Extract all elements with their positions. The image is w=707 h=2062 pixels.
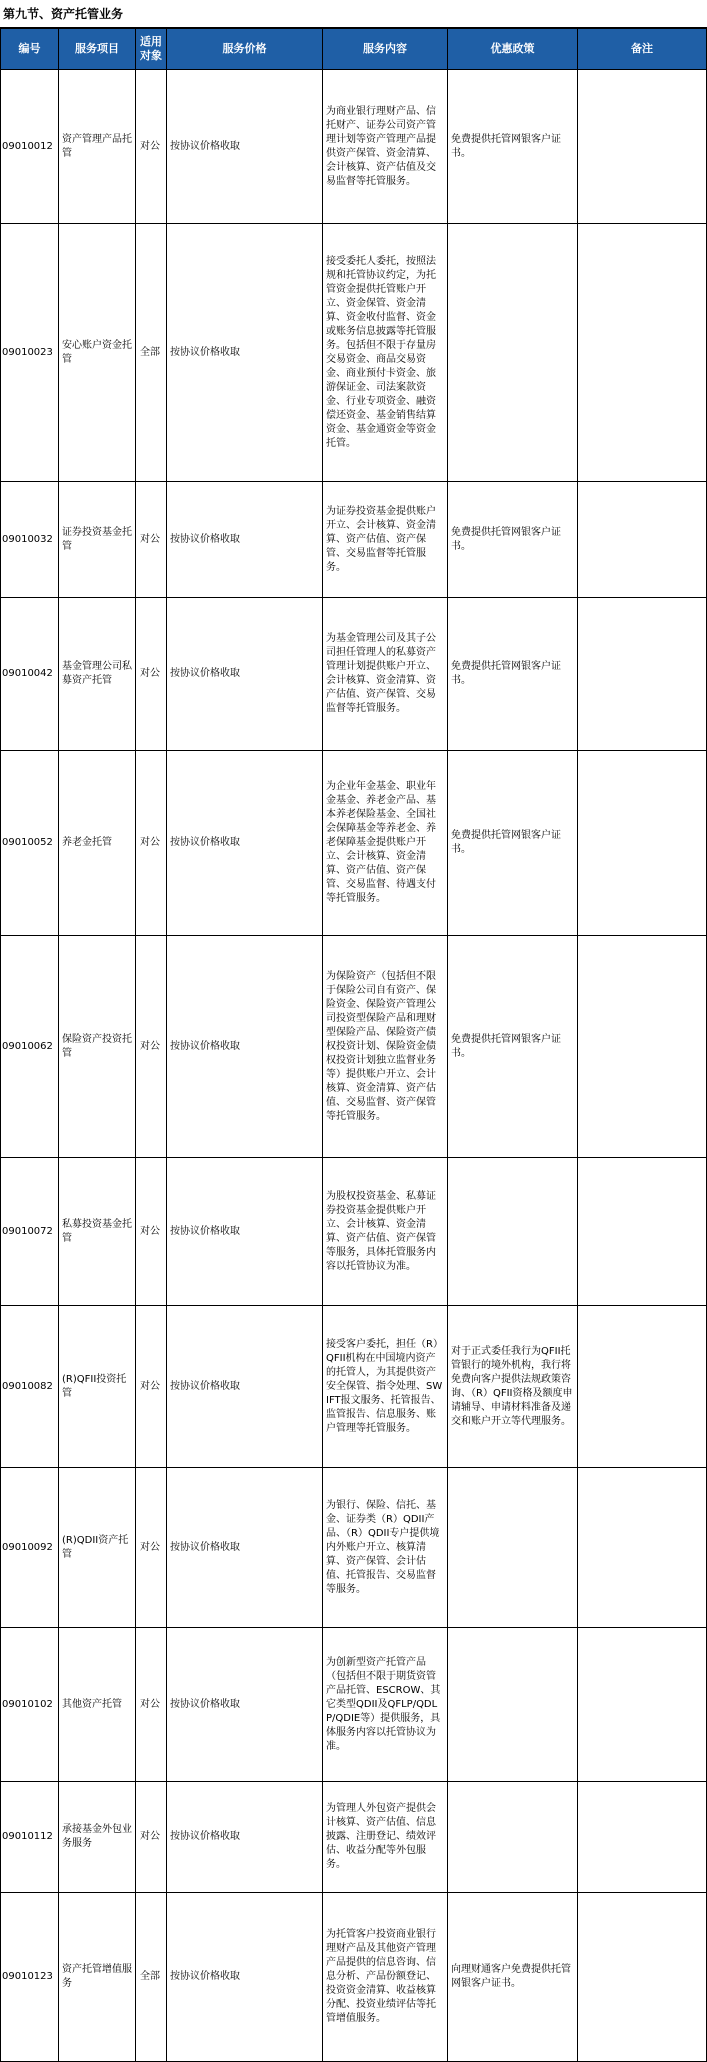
cell-price: 按协议价格收取	[167, 482, 323, 598]
cell-policy	[448, 224, 578, 482]
cell-policy	[448, 1628, 578, 1782]
cell-item: (R)QDII资产托管	[59, 1468, 136, 1628]
cell-scope: 对公	[136, 1468, 167, 1628]
cell-scope: 对公	[136, 598, 167, 751]
cell-item: (R)QFII投资托管	[59, 1306, 136, 1468]
cell-price: 按协议价格收取	[167, 1306, 323, 1468]
table-row	[1, 70, 707, 224]
cell-code: 09010042	[1, 598, 59, 751]
cell-policy: 免费提供托管网银客户证书。	[448, 482, 578, 598]
column-header-scope: 适用对象	[136, 29, 167, 70]
cell-item: 承接基金外包业务服务	[59, 1782, 136, 1893]
cell-price: 按协议价格收取	[167, 1893, 323, 2062]
cell-item: 私募投资基金托管	[59, 1158, 136, 1306]
cell-item: 资产托管增值服务	[59, 1893, 136, 2062]
cell-code: 09010102	[1, 1628, 59, 1782]
table-row	[1, 482, 707, 598]
cell-note	[578, 1782, 707, 1893]
section-title: 第九节、资产托管业务	[0, 0, 707, 28]
cell-price: 按协议价格收取	[167, 751, 323, 936]
table-row	[1, 936, 707, 1158]
cell-policy: 免费提供托管网银客户证书。	[448, 598, 578, 751]
cell-policy: 免费提供托管网银客户证书。	[448, 936, 578, 1158]
cell-scope: 对公	[136, 751, 167, 936]
cell-scope: 对公	[136, 1628, 167, 1782]
cell-code: 09010112	[1, 1782, 59, 1893]
cell-policy	[448, 1782, 578, 1893]
cell-item: 养老金托管	[59, 751, 136, 936]
cell-note	[578, 482, 707, 598]
column-header-item: 服务项目	[59, 29, 136, 70]
cell-code: 09010072	[1, 1158, 59, 1306]
cell-content: 为管理人外包资产提供会计核算、资产估值、信息披露、注册登记、绩效评估、收益分配等外包服务。	[323, 1782, 448, 1893]
cell-code: 09010023	[1, 224, 59, 482]
column-header-price: 服务价格	[167, 29, 323, 70]
cell-scope: 对公	[136, 1782, 167, 1893]
table-row	[1, 1893, 707, 2062]
cell-policy: 免费提供托管网银客户证书。	[448, 70, 578, 224]
cell-note	[578, 936, 707, 1158]
table-row	[1, 1306, 707, 1468]
cell-policy	[448, 1158, 578, 1306]
cell-scope: 对公	[136, 1158, 167, 1306]
cell-item: 资产管理产品托管	[59, 70, 136, 224]
cell-note	[578, 1628, 707, 1782]
cell-content: 为商业银行理财产品、信托财产、证券公司资产管理计划等资产管理产品提供资产保管、资金清算、会计核算、资产估值及交易监督等托管服务。	[323, 70, 448, 224]
table-row	[1, 751, 707, 936]
table-row	[1, 1628, 707, 1782]
cell-code: 09010082	[1, 1306, 59, 1468]
cell-price: 按协议价格收取	[167, 1468, 323, 1628]
cell-code: 09010062	[1, 936, 59, 1158]
cell-scope: 对公	[136, 70, 167, 224]
cell-item: 保险资产投资托管	[59, 936, 136, 1158]
cell-price: 按协议价格收取	[167, 598, 323, 751]
cell-code: 09010052	[1, 751, 59, 936]
table-row	[1, 224, 707, 482]
cell-note	[578, 70, 707, 224]
cell-content: 为保险资产（包括但不限于保险公司自有资产、保险资金、保险资产管理公司投资型保险产品和理财型保险产品、保险资产债权投资计划、保险资金债权投资计划独立监督业务等）提供账户开立、会计核算、资金清算、资产估值、交易监督、资产保管等托管服务。	[323, 936, 448, 1158]
cell-policy	[448, 1468, 578, 1628]
table-row	[1, 598, 707, 751]
fee-table	[0, 28, 707, 2062]
cell-item: 证券投资基金托管	[59, 482, 136, 598]
cell-scope: 全部	[136, 224, 167, 482]
cell-content: 为证券投资基金提供账户开立、会计核算、资金清算、资产估值、资产保管、交易监督等托管服务。	[323, 482, 448, 598]
cell-content: 为银行、保险、信托、基金、证券类（R）QDII产品、（R）QDII专户提供境内外账户开立、核算清算、资产保管、会计估值、托管报告、交易监督等服务。	[323, 1468, 448, 1628]
cell-content: 为创新型资产托管产品（包括但不限于期货资管产品托管、ESCROW、其它类型QDII及QFLP/QDLP/QDIE等）提供服务，具体服务内容以托管协议为准。	[323, 1628, 448, 1782]
table-row	[1, 1158, 707, 1306]
cell-code: 09010032	[1, 482, 59, 598]
cell-note	[578, 1893, 707, 2062]
cell-note	[578, 224, 707, 482]
cell-price: 按协议价格收取	[167, 936, 323, 1158]
cell-price: 按协议价格收取	[167, 1628, 323, 1782]
cell-scope: 对公	[136, 482, 167, 598]
cell-item: 其他资产托管	[59, 1628, 136, 1782]
cell-scope: 对公	[136, 936, 167, 1158]
table-row	[1, 1468, 707, 1628]
cell-note	[578, 751, 707, 936]
cell-scope: 全部	[136, 1893, 167, 2062]
cell-content: 为企业年金基金、职业年金基金、养老金产品、基本养老保险基金、全国社会保障基金等养老金、养老保障基金提供账户开立、会计核算、资金清算、资产估值、资产保管、交易监督、待遇支付等托管服务。	[323, 751, 448, 936]
cell-content: 为股权投资基金、私募证券投资基金提供账户开立、会计核算、资金清算、资产估值、资产保管等服务，具体托管服务内容以托管协议为准。	[323, 1158, 448, 1306]
cell-policy: 对于正式委任我行为QFII托管银行的境外机构，我行将免费向客户提供法规政策咨询、（R）QFII资格及额度申请辅导、申请材料准备及递交和账户开立等代理服务。	[448, 1306, 578, 1468]
cell-code: 09010012	[1, 70, 59, 224]
cell-note	[578, 1306, 707, 1468]
cell-item: 基金管理公司私募资产托管	[59, 598, 136, 751]
header-row	[1, 29, 707, 70]
cell-price: 按协议价格收取	[167, 1782, 323, 1893]
cell-note	[578, 598, 707, 751]
cell-content: 为基金管理公司及其子公司担任管理人的私募资产管理计划提供账户开立、会计核算、资金清算、资产估值、资产保管、交易监督等托管服务。	[323, 598, 448, 751]
table-row	[1, 1782, 707, 1893]
cell-content: 为托管客户投资商业银行理财产品及其他资产管理产品提供的信息咨询、信息分析、产品份额登记、投资资金清算、收益核算分配、投资业绩评估等托管增值服务。	[323, 1893, 448, 2062]
cell-policy: 免费提供托管网银客户证书。	[448, 751, 578, 936]
column-header-code: 编号	[1, 29, 59, 70]
cell-code: 09010123	[1, 1893, 59, 2062]
cell-content: 接受委托人委托，按照法规和托管协议约定，为托管资金提供托管账户开立、资金保管、资金清算、资金收付监督、资金或账务信息披露等托管服务。包括但不限于存量房交易资金、商品交易资金、商业预付卡资金、旅游保证金、司法案款资金、行业专项资金、融资偿还资金、基金销售结算资金、基金通资金等资金托管。	[323, 224, 448, 482]
cell-scope: 对公	[136, 1306, 167, 1468]
cell-policy: 向理财通客户免费提供托管网银客户证书。	[448, 1893, 578, 2062]
cell-price: 按协议价格收取	[167, 1158, 323, 1306]
cell-code: 09010092	[1, 1468, 59, 1628]
column-header-content: 服务内容	[323, 29, 448, 70]
column-header-note: 备注	[578, 29, 707, 70]
cell-note	[578, 1158, 707, 1306]
column-header-policy: 优惠政策	[448, 29, 578, 70]
cell-item: 安心账户资金托管	[59, 224, 136, 482]
cell-content: 接受客户委托，担任（R）QFII机构在中国境内资产的托管人，为其提供资产安全保管、指令处理、SWIFT报文服务、托管报告、监管报告、信息服务、账户管理等托管服务。	[323, 1306, 448, 1468]
cell-price: 按协议价格收取	[167, 70, 323, 224]
cell-price: 按协议价格收取	[167, 224, 323, 482]
cell-note	[578, 1468, 707, 1628]
